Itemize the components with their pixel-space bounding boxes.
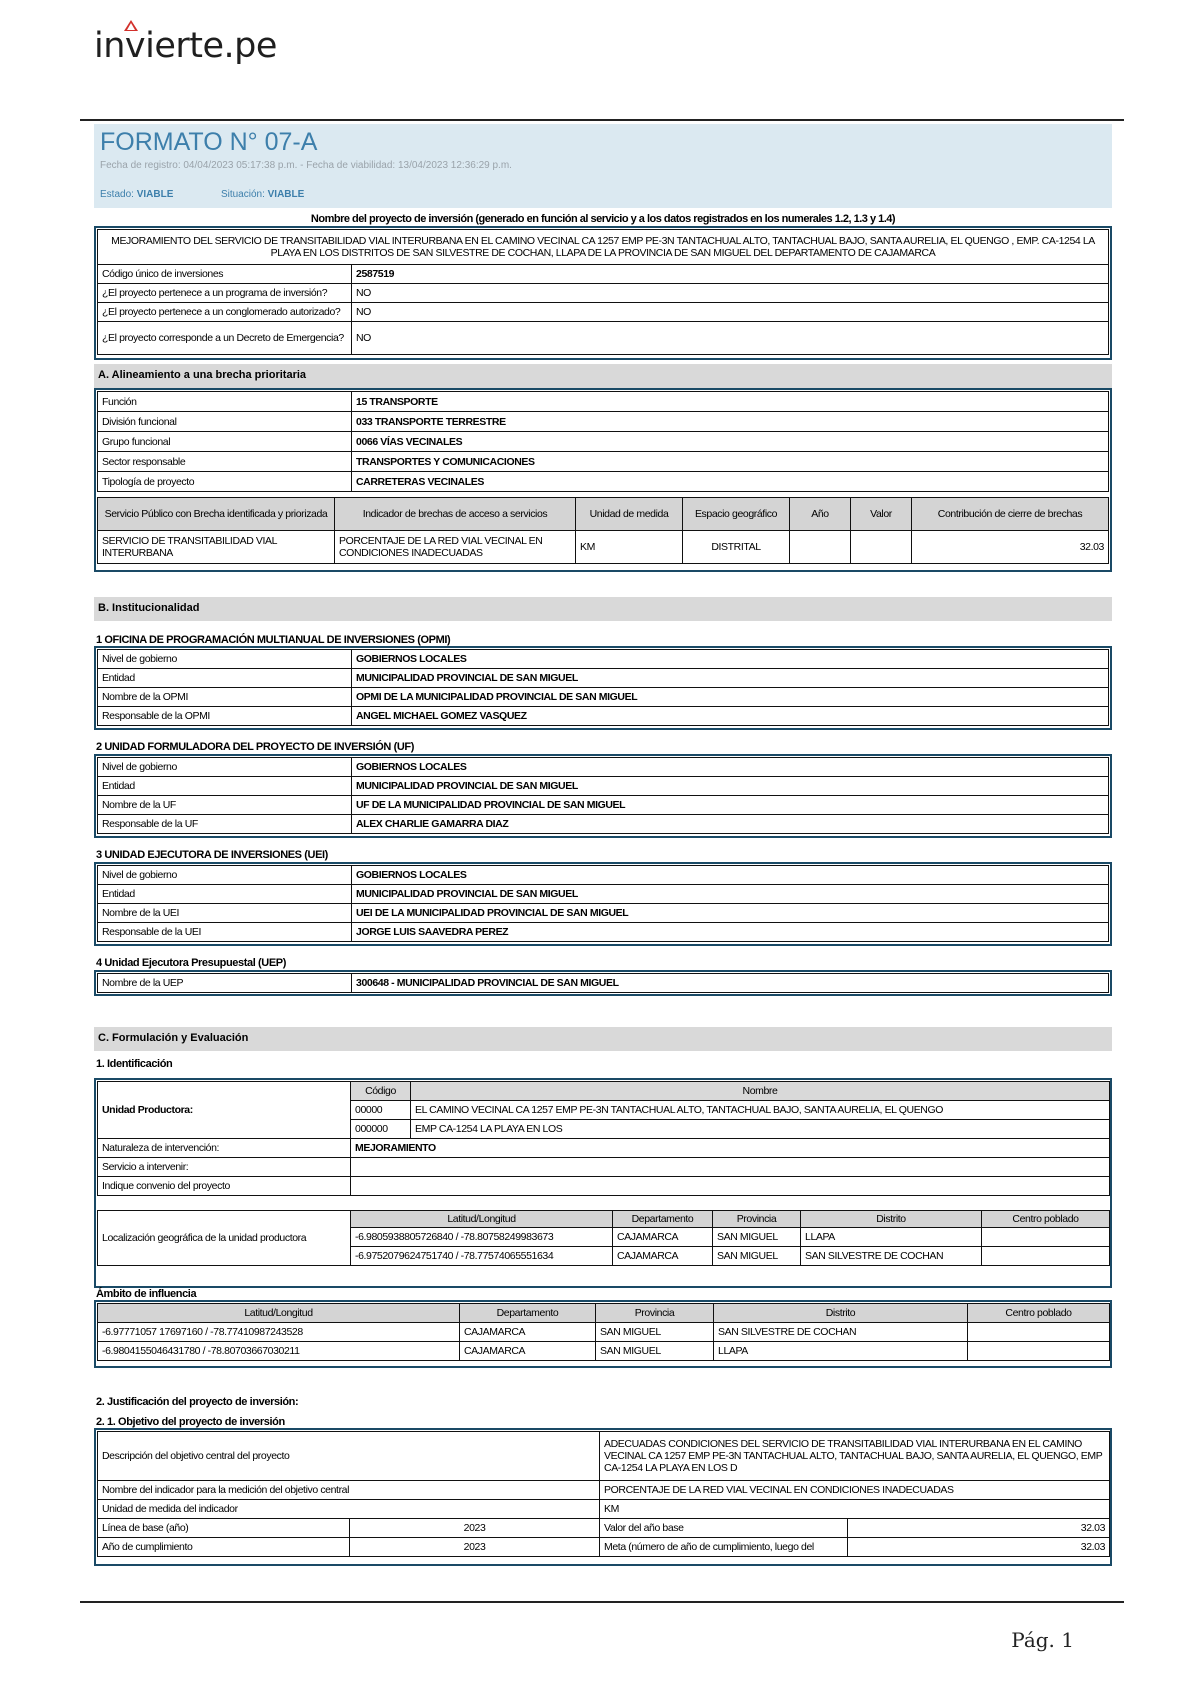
table-row: [98, 796, 1109, 815]
row-label: Entidad: [98, 669, 352, 688]
row-label: ¿El proyecto corresponde a un Decreto de Emergencia?: [98, 322, 352, 355]
table-row: [98, 866, 1109, 885]
row-value: 0066 VÍAS VECINALES: [352, 432, 1109, 452]
row-label: Nombre de la UEP: [98, 974, 352, 993]
row-label: Sector responsable: [98, 452, 352, 472]
uf-table: [97, 757, 1109, 834]
unidad-codigo: 00000: [351, 1101, 411, 1120]
brecha-cell: DISTRITAL: [683, 531, 790, 564]
table-row: [98, 322, 1109, 355]
row-label: Línea de base (año): [98, 1519, 350, 1538]
row-value: KM: [600, 1500, 1110, 1519]
row-label: Nombre de la OPMI: [98, 688, 352, 707]
registration-dates: Fecha de registro: 04/04/2023 05:17:38 p.m. - Fecha de viabilidad: 13/04/2023 12:36:29 p.m.: [100, 160, 512, 171]
brecha-header: Espacio geográfico: [683, 498, 790, 531]
ambito-cell: LLAPA: [714, 1342, 968, 1361]
table-row: [98, 688, 1109, 707]
project-name-caption: Nombre del proyecto de inversión (generado en función al servicio y a los datos registrados en los numerales 1.2, 1.3 y 1.4): [310, 213, 896, 225]
table-row: [98, 1304, 1110, 1323]
uep-table: [97, 973, 1109, 993]
ambito-header: Provincia: [596, 1304, 714, 1323]
brecha-table: [97, 497, 1109, 564]
table-row: [98, 303, 1109, 322]
row-label: Valor del año base: [600, 1519, 848, 1538]
row-label: Meta (número de año de cumplimiento, luego del: [600, 1538, 848, 1557]
loc-cell: CAJAMARCA: [613, 1247, 713, 1266]
row-value: UF DE LA MUNICIPALIDAD PROVINCIAL DE SAN MIGUEL: [352, 796, 1109, 815]
table-row: [98, 230, 1109, 265]
loc-cell: CAJAMARCA: [613, 1228, 713, 1247]
loc-header: Latitud/Longitud: [351, 1211, 613, 1228]
ambito-cell: SAN SILVESTRE DE COCHAN: [714, 1323, 968, 1342]
brecha-header: Servicio Público con Brecha identificada y priorizada: [98, 498, 335, 531]
row-value: UEI DE LA MUNICIPALIDAD PROVINCIAL DE SAN MIGUEL: [352, 904, 1109, 923]
table-row: [98, 1082, 1110, 1101]
brecha-header: Unidad de medida: [576, 498, 683, 531]
row-value: 300648 - MUNICIPALIDAD PROVINCIAL DE SAN MIGUEL: [352, 974, 1109, 993]
objetivo-table: [97, 1431, 1110, 1557]
loc-cell: -6.9752079624751740 / -78.77574065551634: [351, 1247, 613, 1266]
row-label: Año de cumplimiento: [98, 1538, 350, 1557]
loc-header: Distrito: [801, 1211, 982, 1228]
table-row: [98, 904, 1109, 923]
localizacion-table: [97, 1210, 1110, 1266]
situacion-label: Situación:: [220, 189, 265, 200]
opmi-table: [97, 649, 1109, 726]
unidad-productora-label: Unidad Productora:: [98, 1082, 351, 1139]
row-value: [351, 1158, 1110, 1177]
table-row: [98, 1139, 1110, 1158]
ambito-cell: CAJAMARCA: [460, 1323, 596, 1342]
row-label: Unidad de medida del indicador: [98, 1500, 600, 1519]
table-row: [98, 1211, 1110, 1228]
row-value: GOBIERNOS LOCALES: [352, 650, 1109, 669]
loc-cell: [982, 1247, 1110, 1266]
row-label: Nivel de gobierno: [98, 650, 352, 669]
top-rule: [80, 119, 1124, 121]
row-value: ANGEL MICHAEL GOMEZ VASQUEZ: [352, 707, 1109, 726]
brecha-cell: [790, 531, 851, 564]
identificacion-title: 1. Identificación: [96, 1058, 173, 1070]
row-value: TRANSPORTES Y COMUNICACIONES: [352, 452, 1109, 472]
row-value: MUNICIPALIDAD PROVINCIAL DE SAN MIGUEL: [352, 777, 1109, 796]
unidad-nombre: EL CAMINO VECINAL CA 1257 EMP PE-3N TANTACHUAL ALTO, TANTACHUAL BAJO, SANTA AURELIA, EL QUENGO: [411, 1101, 1110, 1120]
table-row: [98, 472, 1109, 492]
ambito-header: Distrito: [714, 1304, 968, 1323]
table-row: [98, 1519, 1110, 1538]
row-label: División funcional: [98, 412, 352, 432]
brecha-cell: PORCENTAJE DE LA RED VIAL VECINAL EN CONDICIONES INADECUADAS: [335, 531, 576, 564]
row-label: Indique convenio del proyecto: [98, 1177, 351, 1196]
table-row: [98, 1158, 1110, 1177]
ambito-cell: SAN MIGUEL: [596, 1342, 714, 1361]
ambito-header: Centro poblado: [968, 1304, 1110, 1323]
codigo-header: Código: [351, 1082, 411, 1101]
table-row: [98, 1177, 1110, 1196]
row-value: 2023: [350, 1519, 600, 1538]
uep-title: 4 Unidad Ejecutora Presupuestal (UEP): [96, 957, 286, 969]
row-label: Descripción del objetivo central del proyecto: [98, 1432, 600, 1481]
status-line: [100, 189, 304, 200]
brecha-cell: [851, 531, 912, 564]
table-row: [98, 432, 1109, 452]
identificacion-table: [97, 1081, 1110, 1196]
ambito-table: [97, 1303, 1110, 1361]
table-row: [98, 1538, 1110, 1557]
row-value: 2023: [350, 1538, 600, 1557]
table-row: [98, 1323, 1110, 1342]
row-label: Responsable de la UEI: [98, 923, 352, 942]
table-row: [98, 531, 1109, 564]
row-value: ADECUADAS CONDICIONES DEL SERVICIO DE TRANSITABILIDAD VIAL INTERURBANA EN EL CAMINO VECINAL CA 1257 EMP PE-3N TANTACHUAL ALTO, TANTACHUAL BAJO, SANTA AURELIA, EL QUENGO, EMP CA-1254 LA PLAYA EN LOS D: [600, 1432, 1110, 1481]
row-label: Función: [98, 392, 352, 412]
row-label: Responsable de la UF: [98, 815, 352, 834]
row-label: Servicio a intervenir:: [98, 1158, 351, 1177]
row-value: NO: [352, 303, 1109, 322]
brecha-header: Indicador de brechas de acceso a servicios: [335, 498, 576, 531]
row-label: Nivel de gobierno: [98, 866, 352, 885]
row-value: 15 TRANSPORTE: [352, 392, 1109, 412]
loc-header: Centro poblado: [982, 1211, 1110, 1228]
logo-accent-icon: [124, 20, 138, 31]
ambito-cell: SAN MIGUEL: [596, 1323, 714, 1342]
row-value: NO: [352, 284, 1109, 303]
table-row: [98, 974, 1109, 993]
ambito-cell: CAJAMARCA: [460, 1342, 596, 1361]
section-a-table: [97, 391, 1109, 492]
row-value: ALEX CHARLIE GAMARRA DIAZ: [352, 815, 1109, 834]
table-row: [98, 392, 1109, 412]
brecha-header: Valor: [851, 498, 912, 531]
uei-title: 3 UNIDAD EJECUTORA DE INVERSIONES (UEI): [96, 849, 328, 861]
ambito-cell: [968, 1342, 1110, 1361]
summary-table: [97, 229, 1109, 355]
section-b-header: B. Institucionalidad: [94, 597, 1112, 621]
justificacion-title: 2. Justificación del proyecto de inversión:: [96, 1396, 299, 1408]
brecha-cell: SERVICIO DE TRANSITABILIDAD VIAL INTERURBANA: [98, 531, 335, 564]
row-value: OPMI DE LA MUNICIPALIDAD PROVINCIAL DE SAN MIGUEL: [352, 688, 1109, 707]
brecha-cell: 32.03: [912, 531, 1109, 564]
table-row: [98, 1481, 1110, 1500]
table-row: [98, 758, 1109, 777]
row-label: Entidad: [98, 885, 352, 904]
row-value: 32.03: [848, 1519, 1110, 1538]
brecha-header: Año: [790, 498, 851, 531]
row-value: CARRETERAS VECINALES: [352, 472, 1109, 492]
unidad-nombre: EMP CA-1254 LA PLAYA EN LOS: [411, 1120, 1110, 1139]
table-row: [98, 669, 1109, 688]
table-row: [98, 284, 1109, 303]
table-row: [98, 452, 1109, 472]
loc-header: Provincia: [713, 1211, 801, 1228]
row-label: Tipología de proyecto: [98, 472, 352, 492]
ambito-title: Ámbito de influencia: [96, 1288, 197, 1300]
table-row: [98, 885, 1109, 904]
situacion-value: VIABLE: [267, 189, 305, 200]
estado-label: Estado:: [100, 189, 134, 200]
ambito-cell: -6.9804155046431780 / -78.80703667030211: [98, 1342, 460, 1361]
row-value: MUNICIPALIDAD PROVINCIAL DE SAN MIGUEL: [352, 669, 1109, 688]
section-c-header: C. Formulación y Evaluación: [94, 1027, 1112, 1051]
ambito-cell: [968, 1323, 1110, 1342]
opmi-title: 1 OFICINA DE PROGRAMACIÓN MULTIANUAL DE INVERSIONES (OPMI): [96, 634, 451, 646]
unidad-codigo: 000000: [351, 1120, 411, 1139]
row-value: JORGE LUIS SAAVEDRA PEREZ: [352, 923, 1109, 942]
uei-table: [97, 865, 1109, 942]
loc-cell: LLAPA: [801, 1228, 982, 1247]
row-label: Naturaleza de intervención:: [98, 1139, 351, 1158]
table-row: [98, 923, 1109, 942]
row-value: GOBIERNOS LOCALES: [352, 758, 1109, 777]
uf-title: 2 UNIDAD FORMULADORA DEL PROYECTO DE INVERSIÓN (UF): [96, 741, 414, 753]
row-label: ¿El proyecto pertenece a un programa de inversión?: [98, 284, 352, 303]
row-label: Nivel de gobierno: [98, 758, 352, 777]
localizacion-label: Localización geográfica de la unidad productora: [98, 1211, 351, 1266]
row-label: Nombre del indicador para la medición del objetivo central: [98, 1481, 600, 1500]
objetivo-title: 2. 1. Objetivo del proyecto de inversión: [96, 1416, 285, 1428]
table-row: [98, 815, 1109, 834]
table-row: [98, 777, 1109, 796]
row-label: ¿El proyecto pertenece a un conglomerado autorizado?: [98, 303, 352, 322]
bottom-rule: [80, 1601, 1124, 1603]
row-value: 32.03: [848, 1538, 1110, 1557]
row-value: MUNICIPALIDAD PROVINCIAL DE SAN MIGUEL: [352, 885, 1109, 904]
table-row: [98, 707, 1109, 726]
loc-header: Departamento: [613, 1211, 713, 1228]
brecha-header: Contribución de cierre de brechas: [912, 498, 1109, 531]
row-value: 2587519: [352, 265, 1109, 284]
table-row: [98, 1500, 1110, 1519]
row-label: Entidad: [98, 777, 352, 796]
table-row: [98, 265, 1109, 284]
section-a-header: A. Alineamiento a una brecha prioritaria: [94, 364, 1112, 388]
loc-cell: SAN MIGUEL: [713, 1247, 801, 1266]
row-value: [351, 1177, 1110, 1196]
row-value: MEJORAMIENTO: [351, 1139, 1110, 1158]
loc-cell: -6.9805938805726840 / -78.80758249983673: [351, 1228, 613, 1247]
row-value: NO: [352, 322, 1109, 355]
loc-cell: SAN MIGUEL: [713, 1228, 801, 1247]
loc-cell: SAN SILVESTRE DE COCHAN: [801, 1247, 982, 1266]
nombre-header: Nombre: [411, 1082, 1110, 1101]
project-name: MEJORAMIENTO DEL SERVICIO DE TRANSITABILIDAD VIAL INTERURBANA EN EL CAMINO VECINAL CA 1257 EMP PE-3N TANTACHUAL ALTO, TANTACHUAL BAJO, SANTA AURELIA, EL QUENGO , EMP. CA-1254 LA PLAYA EN LOS DISTRITOS DE SAN SILVESTRE DE COCHAN, LLAPA DE LA PROVINCIA DE SAN MIGUEL DEL DEPARTAMENTO DE CAJAMARCA: [98, 230, 1109, 265]
row-label: Nombre de la UF: [98, 796, 352, 815]
row-value: GOBIERNOS LOCALES: [352, 866, 1109, 885]
row-value: PORCENTAJE DE LA RED VIAL VECINAL EN CONDICIONES INADECUADAS: [600, 1481, 1110, 1500]
page-number: Pág. 1: [1011, 1628, 1074, 1652]
table-row: [98, 1432, 1110, 1481]
row-label: Grupo funcional: [98, 432, 352, 452]
row-value: 033 TRANSPORTE TERRESTRE: [352, 412, 1109, 432]
brecha-cell: KM: [576, 531, 683, 564]
brecha-header-row: [98, 498, 1109, 531]
form-title: FORMATO N° 07-A: [100, 128, 318, 156]
loc-cell: [982, 1228, 1110, 1247]
ambito-cell: -6.97771057 17697160 / -78.77410987243528: [98, 1323, 460, 1342]
invierte-logo: invierte.pe: [94, 26, 277, 66]
row-label: Responsable de la OPMI: [98, 707, 352, 726]
estado-value: VIABLE: [136, 189, 174, 200]
table-row: [98, 1342, 1110, 1361]
ambito-header: Latitud/Longitud: [98, 1304, 460, 1323]
table-row: [98, 650, 1109, 669]
row-label: Código único de inversiones: [98, 265, 352, 284]
table-row: [98, 412, 1109, 432]
ambito-header: Departamento: [460, 1304, 596, 1323]
row-label: Nombre de la UEI: [98, 904, 352, 923]
